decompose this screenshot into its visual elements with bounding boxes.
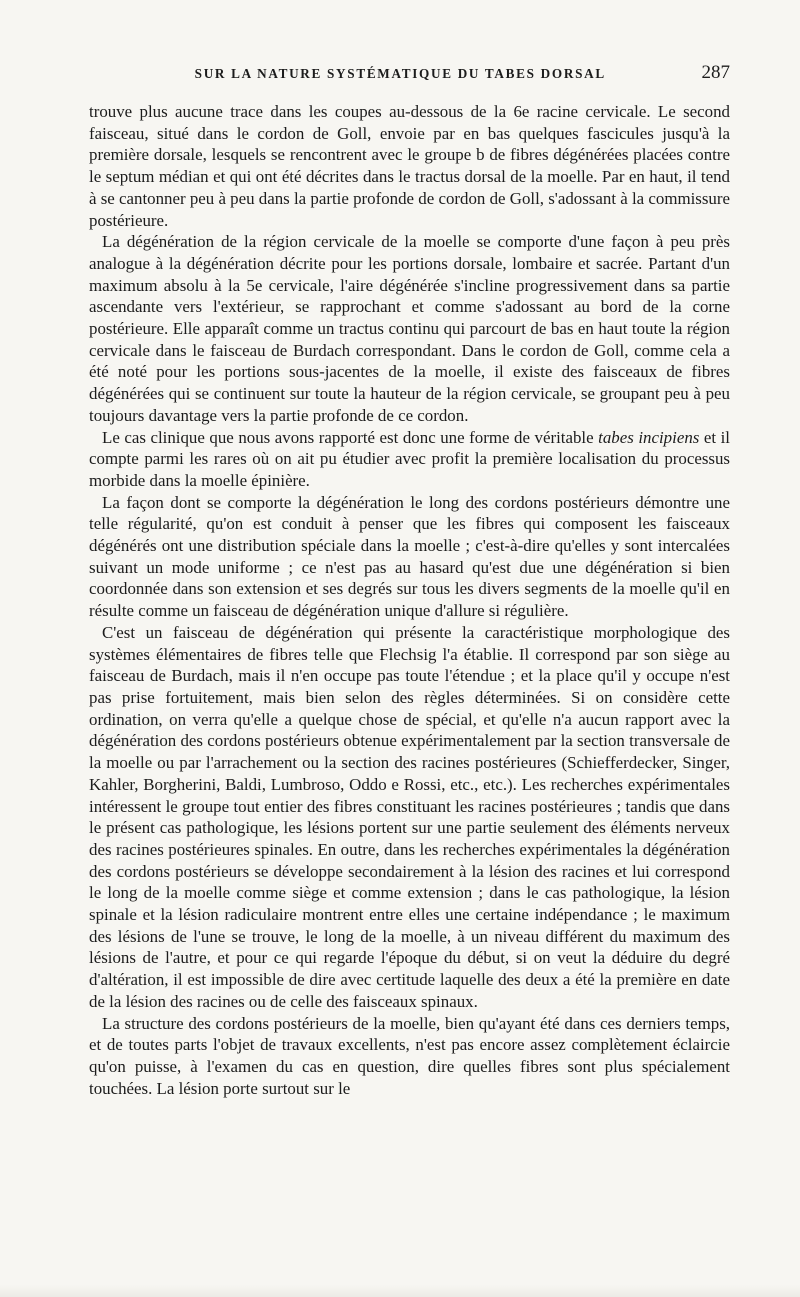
- paragraph-6: La structure des cordons postérieurs de la moelle, bien qu'ayant été dans ces derniers temps, et de toutes parts l'objet de travaux excellents, n'est pas encore assez complètement éclaircie qu'on puisse, à l'examen du cas en question, dire quelles fibres sont plus spécialement touchées. La lésion porte surtout sur le: [89, 1013, 730, 1098]
- paragraph-3-text-b: et il compte parmi les rares où on ait pu étudier avec profit la première localisation du processus morbide dans la moelle épinière.: [89, 427, 731, 490]
- running-header: [89, 62, 730, 90]
- paragraph-2: La dégénération de la région cervicale de la moelle se comporte d'une façon à peu près analogue à la dégénération décrite pour les portions dorsale, lombaire et sacrée. Partant d'un maximum absolu à la 5e cervicale, l'aire dégénérée s'incline progressivement dans sa partie ascendante vers l'extérieur, se rapprochant et comme s'adossant au bord de la corne postérieure. Elle apparaît comme un tractus continu qui parcourt de bas en haut toute la région cervicale dans le faisceau de Burdach correspondant. Dans le cordon de Goll, comme cela a été noté pour les portions sous-jacentes de la moelle, il existe des faisceaux de fibres dégénérées qui se continuent sur toute la hauteur de la région cervicale, se groupant peu à peu toujours davantage vers la partie profonde de ce cordon.: [89, 232, 730, 425]
- page-bottom-edge: [0, 1285, 800, 1297]
- page-number: 287: [701, 62, 730, 83]
- paragraph-4: La façon dont se comporte la dégénération le long des cordons postérieurs démontre une telle régularité, qu'on est conduit à penser que les fibres qui composent les faisceaux dégénérés ont une distribution spéciale dans la moelle ; c'est-à-dire qu'elles y sont intercalées suivant un mode uniforme ; ce n'est pas au hasard qu'est due une dégénération si bien coordonnée dans son extension et ses degrés sur tous les divers segments de la moelle qu'il en résulte comme un faisceau de dégénération unique d'allure si régulière.: [89, 492, 730, 621]
- paragraph-3: [89, 427, 730, 492]
- paragraph-3-text-a: Le cas clinique que nous avons rapporté est donc une forme de véritable: [102, 427, 599, 447]
- paragraph-1: trouve plus aucune trace dans les coupes au-dessous de la 6e racine cervicale. Le second faisceau, situé dans le cordon de Goll, envoie par en bas quelques fascicules jusqu'à la première dorsale, lesquels se rencontrent avec le groupe b de fibres dégénérées placées contre le septum médian et qui ont été décrites dans le tractus dorsal de la moelle. Par en haut, il tend à se cantonner peu à peu dans la partie profonde de cordon de Goll, s'adossant à la commissure postérieure.: [89, 102, 730, 230]
- body-text: [89, 101, 730, 1099]
- paragraph-5: C'est un faisceau de dégénération qui présente la caractéristique morphologique des systèmes élémentaires de fibres telle que Flechsig l'a établie. Il correspond par son siège au faisceau de Burdach, mais il n'en occupe pas toute l'étendue ; et la place qu'il y occupe n'est pas prise fortuitement, mais bien selon des règles déterminées. Si on considère cette ordination, on verra qu'elle a quelque chose de spécial, et qu'elle n'a aucun rapport avec la dégénération des cordons postérieurs obtenue expérimentalement par la section transversale de la moelle ou par l'arrachement ou la section des racines postérieures (Schiefferdecker, Singer, Kahler, Borgherini, Baldi, Lumbroso, Oddo e Rossi, etc., etc.). Les recherches expérimentales intéressent le groupe tout entier des fibres constituant les racines postérieures ; tandis que dans le présent cas pathologique, les lésions portent sur une partie seulement des éléments nerveux des racines postérieures spinales. En outre, dans les recherches expérimentales la dégénération des cordons postérieurs se développe secondairement à la lésion des racines et lui correspond le long de la moelle comme siège et comme extension ; dans le cas pathologique, la lésion spinale et la lésion radiculaire montrent entre elles une certaine indépendance ; le maximum des lésions de l'une se trouve, le long de la moelle, à un niveau différent du maximum des lésions de l'autre, et pour ce qui regarde l'époque du début, si on veut la déduire du degré d'altération, il est impossible de dire avec certitude laquelle des deux a été la première en date de la lésion des racines ou de celle des faisceaux spinaux.: [89, 622, 730, 1011]
- running-title: SUR LA NATURE SYSTÉMATIQUE DU TABES DORSAL: [194, 66, 606, 81]
- tabes-incipiens-term: tabes incipiens: [598, 427, 700, 447]
